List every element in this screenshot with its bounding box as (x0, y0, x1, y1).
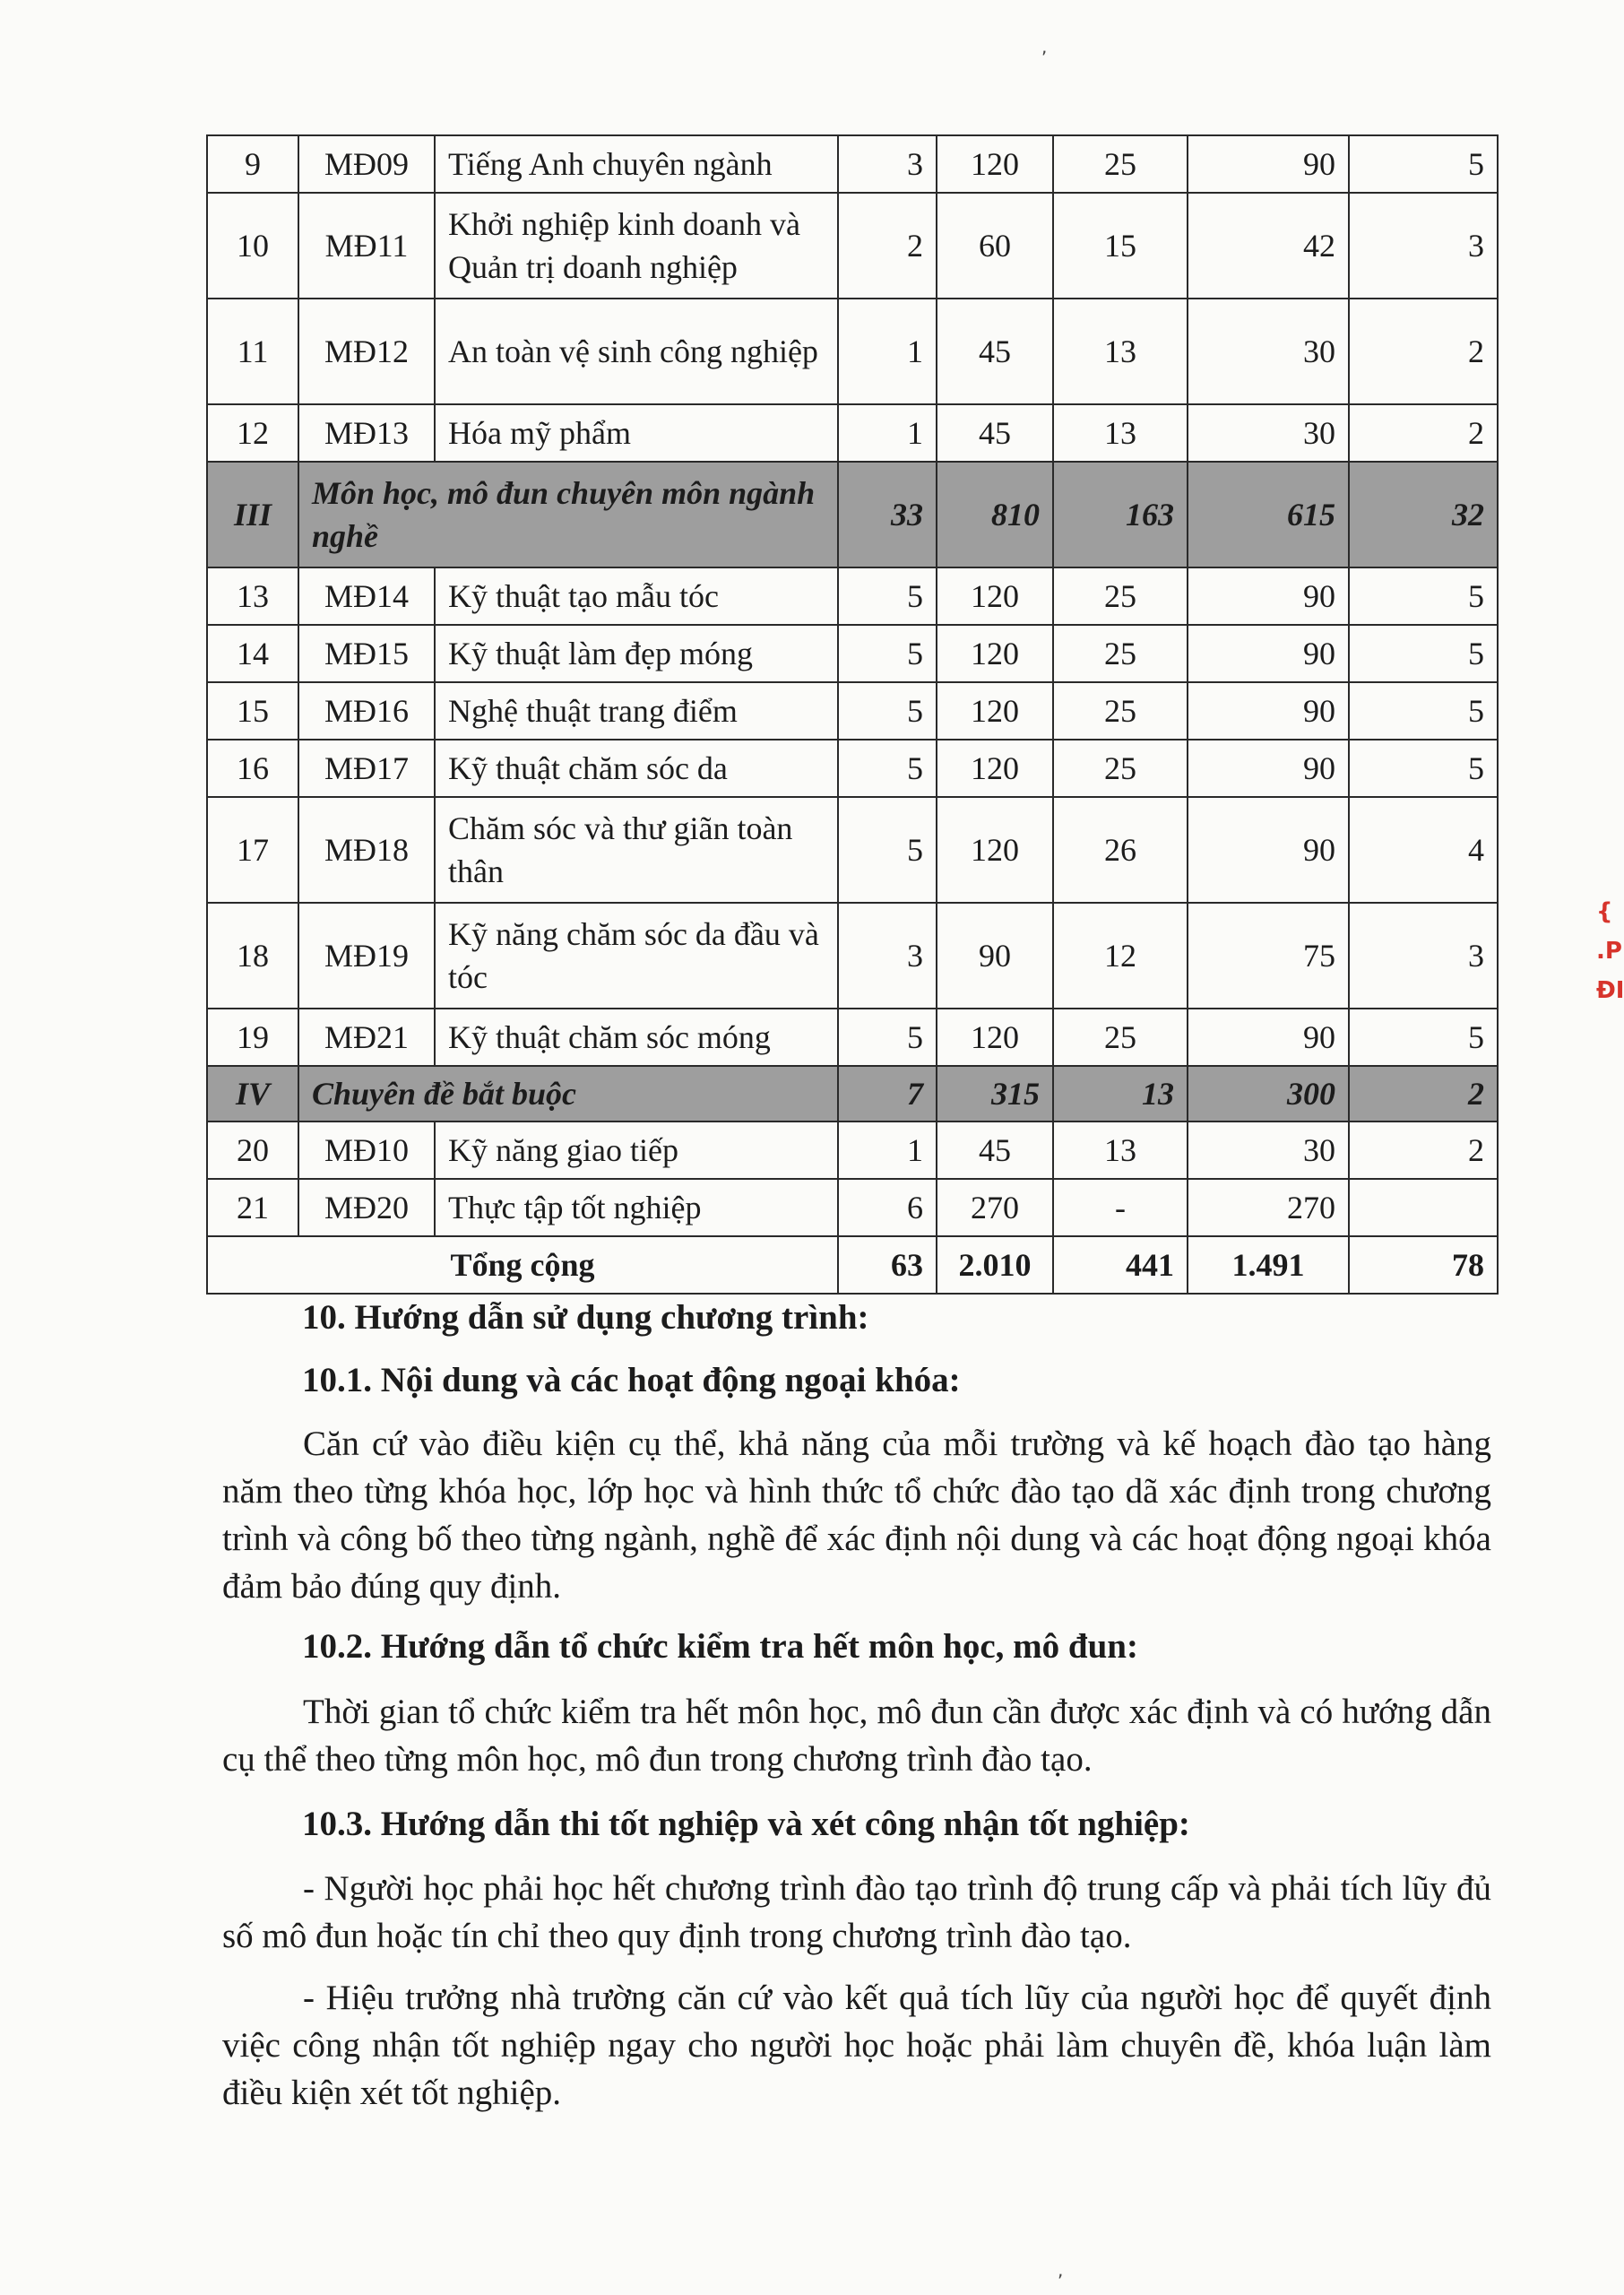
cell-practice: 90 (1188, 682, 1349, 740)
cell-total-hours: 60 (937, 193, 1053, 299)
cell-credits: 1 (838, 404, 937, 462)
cell-code: MĐ20 (298, 1179, 435, 1236)
cell-total-hours: 120 (937, 740, 1053, 797)
cell-name: Chăm sóc và thư giãn toàn thân (435, 797, 838, 903)
cell-total-hours: 120 (937, 1009, 1053, 1066)
cell-theory: 13 (1053, 299, 1188, 404)
cell-total-hours: 45 (937, 299, 1053, 404)
table-row (207, 740, 1498, 797)
cell-practice: 90 (1188, 135, 1349, 193)
cell-stt: 11 (207, 299, 298, 404)
cell-group-number: III (207, 462, 298, 567)
cell-credits: 3 (838, 135, 937, 193)
cell-group-number: IV (207, 1066, 298, 1122)
cell-stt: 21 (207, 1179, 298, 1236)
curriculum-table-body (207, 135, 1498, 1294)
cell-total-hours: 45 (937, 1122, 1053, 1179)
cell-total-label: Tổng cộng (207, 1236, 838, 1294)
cell-exam: 5 (1349, 740, 1498, 797)
cell-total-hours: 45 (937, 404, 1053, 462)
cell-exam: 5 (1349, 682, 1498, 740)
cell-stt: 16 (207, 740, 298, 797)
cell-credits: 7 (838, 1066, 937, 1122)
cell-exam: 2 (1349, 299, 1498, 404)
table-row (207, 1009, 1498, 1066)
cell-name: Kỹ thuật chăm sóc móng (435, 1009, 838, 1066)
cell-exam: 2 (1349, 1066, 1498, 1122)
cell-credits: 33 (838, 462, 937, 567)
cell-total-hours: 120 (937, 567, 1053, 625)
cell-practice: 300 (1188, 1066, 1349, 1122)
cell-theory: 15 (1053, 193, 1188, 299)
curriculum-table (206, 134, 1499, 1295)
cell-total-hours: 315 (937, 1066, 1053, 1122)
cell-stt: 12 (207, 404, 298, 462)
cell-name: Kỹ thuật tạo mẫu tóc (435, 567, 838, 625)
cell-theory: 12 (1053, 903, 1188, 1009)
section-10-1-text: Căn cứ vào điều kiện cụ thể, khả năng của mỗi trường và kế hoạch đào tạo hàng năm theo từng khóa học, lớp học và hình thức tổ chức đào tạo dã xác định trong chương trình và công bố theo từng ngành, nghề để xác định nội dung và các hoạt động ngoại khóa đảm bảo đúng quy định. (222, 1425, 1491, 1606)
cell-name: Kỹ thuật chăm sóc da (435, 740, 838, 797)
cell-name: Khởi nghiệp kinh doanh và Quản trị doanh nghiệp (435, 193, 838, 299)
cell-exam: 5 (1349, 1009, 1498, 1066)
cell-practice: 90 (1188, 740, 1349, 797)
cell-credits: 5 (838, 682, 937, 740)
cell-credits: 6 (838, 1179, 937, 1236)
cell-group-name: Chuyên đề bắt buộc (298, 1066, 838, 1122)
cell-theory: 25 (1053, 1009, 1188, 1066)
cell-theory: 26 (1053, 797, 1188, 903)
cell-code: MĐ19 (298, 903, 435, 1009)
cell-theory: 25 (1053, 740, 1188, 797)
cell-code: MĐ18 (298, 797, 435, 903)
table-row (207, 135, 1498, 193)
table-row (207, 193, 1498, 299)
cell-credits: 63 (838, 1236, 937, 1294)
cell-code: MĐ16 (298, 682, 435, 740)
section-10-1-title: 10.1. Nội dung và các hoạt động ngoại khóa: (302, 1361, 961, 1399)
table-row (207, 404, 1498, 462)
cell-stt: 18 (207, 903, 298, 1009)
cell-practice: 75 (1188, 903, 1349, 1009)
cell-exam: 2 (1349, 404, 1498, 462)
cell-credits: 3 (838, 903, 937, 1009)
cell-code: MĐ14 (298, 567, 435, 625)
cell-code: MĐ11 (298, 193, 435, 299)
cell-exam: 32 (1349, 462, 1498, 567)
section-10-title: 10. Hướng dẫn sử dụng chương trình: (302, 1298, 869, 1337)
cell-total-hours: 2.010 (937, 1236, 1053, 1294)
cell-exam: 5 (1349, 135, 1498, 193)
cell-name: Nghệ thuật trang điểm (435, 682, 838, 740)
cell-stt: 19 (207, 1009, 298, 1066)
cell-practice: 90 (1188, 567, 1349, 625)
cell-stt: 14 (207, 625, 298, 682)
cell-exam: 3 (1349, 193, 1498, 299)
section-10-2-text: Thời gian tổ chức kiểm tra hết môn học, mô đun cần được xác định và có hướng dẫn cụ thể theo từng môn học, mô đun trong chương trình đào tạo. (222, 1693, 1491, 1779)
table-group-row (207, 1066, 1498, 1122)
cell-theory: 13 (1053, 1122, 1188, 1179)
cell-theory: 13 (1053, 1066, 1188, 1122)
cell-credits: 5 (838, 625, 937, 682)
table-row (207, 682, 1498, 740)
cell-stt: 13 (207, 567, 298, 625)
cell-total-hours: 120 (937, 135, 1053, 193)
cell-credits: 1 (838, 1122, 937, 1179)
cell-credits: 5 (838, 567, 937, 625)
cell-practice: 90 (1188, 1009, 1349, 1066)
table-row (207, 903, 1498, 1009)
table-row (207, 299, 1498, 404)
cell-code: MĐ15 (298, 625, 435, 682)
cell-exam (1349, 1179, 1498, 1236)
cell-total-hours: 120 (937, 625, 1053, 682)
cell-exam: 5 (1349, 567, 1498, 625)
cell-practice: 30 (1188, 404, 1349, 462)
cell-theory: 25 (1053, 682, 1188, 740)
cell-practice: 30 (1188, 1122, 1349, 1179)
cell-name: Hóa mỹ phẩm (435, 404, 838, 462)
cell-credits: 2 (838, 193, 937, 299)
cell-practice: 90 (1188, 797, 1349, 903)
scan-speck-bottom: , (1058, 2259, 1064, 2281)
table-row (207, 1179, 1498, 1236)
red-stamp-edge: { .P ĐI (1596, 898, 1624, 1004)
cell-exam: 2 (1349, 1122, 1498, 1179)
cell-theory: 25 (1053, 567, 1188, 625)
cell-group-name: Môn học, mô đun chuyên môn ngành nghề (298, 462, 838, 567)
cell-code: MĐ13 (298, 404, 435, 462)
cell-total-hours: 810 (937, 462, 1053, 567)
cell-theory: 25 (1053, 135, 1188, 193)
cell-name: Kỹ năng chăm sóc da đầu và tóc (435, 903, 838, 1009)
section-10-3-text-2: - Hiệu trưởng nhà trường căn cứ vào kết quả tích lũy của người học để quyết định việc công nhận tốt nghiệp ngay cho người học hoặc phải làm chuyên đề, khóa luận làm điều kiện xét tốt nghiệp. (222, 1979, 1491, 2112)
cell-theory: 441 (1053, 1236, 1188, 1294)
cell-practice: 270 (1188, 1179, 1349, 1236)
scan-speck-top: , (1041, 36, 1048, 57)
cell-practice: 30 (1188, 299, 1349, 404)
cell-name: Thực tập tốt nghiệp (435, 1179, 838, 1236)
cell-code: MĐ10 (298, 1122, 435, 1179)
section-10-3-title: 10.3. Hướng dẫn thi tốt nghiệp và xét công nhận tốt nghiệp: (302, 1805, 1190, 1843)
table-total-row (207, 1236, 1498, 1294)
cell-stt: 17 (207, 797, 298, 903)
cell-credits: 5 (838, 740, 937, 797)
cell-practice: 1.491 (1188, 1236, 1349, 1294)
section-10-2-title: 10.2. Hướng dẫn tổ chức kiểm tra hết môn học, mô đun: (302, 1627, 1138, 1666)
table-row (207, 1122, 1498, 1179)
cell-practice: 90 (1188, 625, 1349, 682)
cell-exam: 78 (1349, 1236, 1498, 1294)
cell-name: An toàn vệ sinh công nghiệp (435, 299, 838, 404)
cell-name: Tiếng Anh chuyên ngành (435, 135, 838, 193)
cell-total-hours: 270 (937, 1179, 1053, 1236)
table-row (207, 567, 1498, 625)
cell-code: MĐ17 (298, 740, 435, 797)
cell-credits: 5 (838, 797, 937, 903)
cell-stt: 20 (207, 1122, 298, 1179)
cell-total-hours: 120 (937, 682, 1053, 740)
cell-stt: 10 (207, 193, 298, 299)
cell-stt: 15 (207, 682, 298, 740)
cell-code: MĐ09 (298, 135, 435, 193)
cell-code: MĐ21 (298, 1009, 435, 1066)
cell-name: Kỹ năng giao tiếp (435, 1122, 838, 1179)
cell-exam: 4 (1349, 797, 1498, 903)
table-row (207, 797, 1498, 903)
cell-practice: 615 (1188, 462, 1349, 567)
cell-credits: 5 (838, 1009, 937, 1066)
cell-exam: 3 (1349, 903, 1498, 1009)
cell-name: Kỹ thuật làm đẹp móng (435, 625, 838, 682)
cell-stt: 9 (207, 135, 298, 193)
cell-code: MĐ12 (298, 299, 435, 404)
section-10-3-text-1: - Người học phải học hết chương trình đào tạo trình độ trung cấp và phải tích lũy đủ số mô đun hoặc tín chỉ theo quy định trong chương trình đào tạo. (222, 1869, 1491, 1955)
cell-credits: 1 (838, 299, 937, 404)
cell-practice: 42 (1188, 193, 1349, 299)
table-group-row (207, 462, 1498, 567)
cell-theory: 13 (1053, 404, 1188, 462)
cell-total-hours: 90 (937, 903, 1053, 1009)
cell-theory: 163 (1053, 462, 1188, 567)
cell-total-hours: 120 (937, 797, 1053, 903)
table-row (207, 625, 1498, 682)
cell-exam: 5 (1349, 625, 1498, 682)
cell-theory: - (1053, 1179, 1188, 1236)
cell-theory: 25 (1053, 625, 1188, 682)
